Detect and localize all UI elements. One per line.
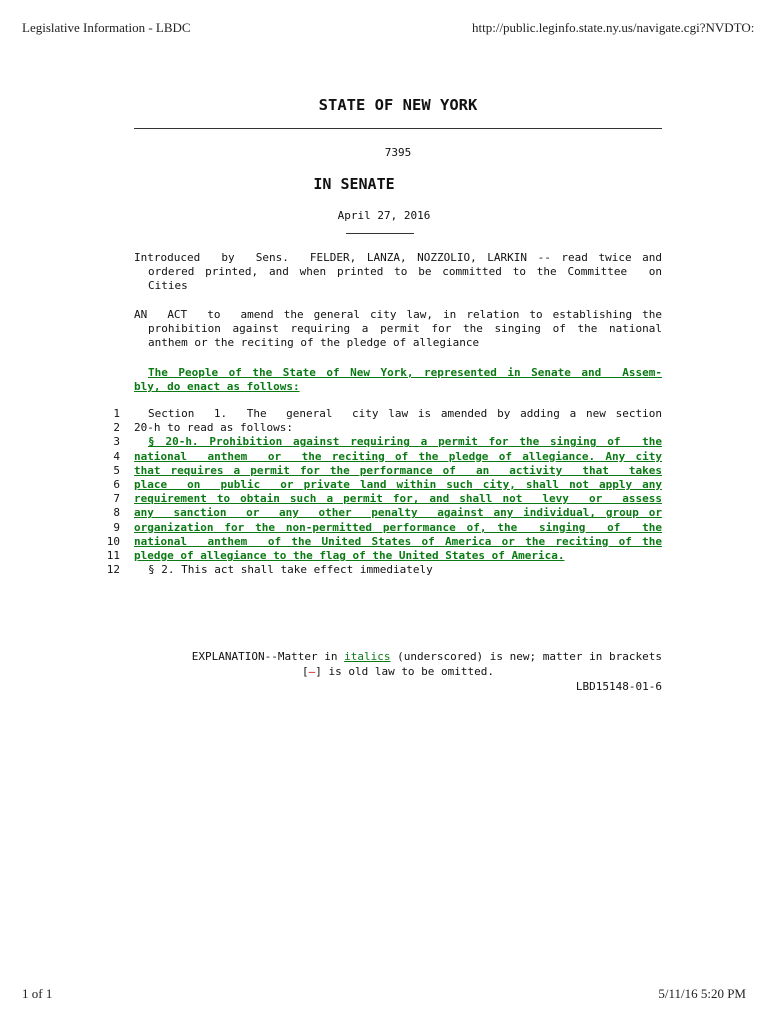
- line-number: 4: [113, 449, 120, 463]
- line-number: 5: [113, 463, 120, 477]
- act-line: anthem or the reciting of the pledge of allegiance: [148, 336, 480, 350]
- chamber-title: IN SENATE: [313, 175, 395, 193]
- line-number: 6: [113, 478, 120, 492]
- line-number: 12: [106, 563, 120, 577]
- page-count: 1 of 1: [22, 986, 53, 1001]
- state-title: STATE OF NEW YORK: [318, 96, 478, 114]
- line-number: 8: [113, 506, 120, 520]
- act-line: AN ACT to amend the general city law, in relation to establishing the: [134, 308, 662, 321]
- bill-code: LBD15148-01-6: [575, 680, 662, 693]
- bill-line: [100, 492, 662, 506]
- print-timestamp: 5/11/16 5:20 PM: [658, 986, 746, 1001]
- intro-line: Introduced by Sens. FELDER, LANZA, NOZZOLIO, LARKIN -- read twice and: [134, 251, 662, 264]
- line-text: Section 1. The general city law is amended by adding a new section: [148, 407, 662, 420]
- line-text: national anthem of the United States of America or the reciting of the: [134, 534, 662, 548]
- line-text: § 2. This act shall take effect immediately: [148, 563, 433, 577]
- line-number: 2: [113, 421, 120, 435]
- act-title-paragraph: [134, 308, 662, 351]
- bill-number: 7395: [384, 146, 412, 159]
- explanation-italics: italics: [344, 650, 391, 663]
- page-title: Legislative Information - LBDC: [22, 20, 191, 35]
- title-divider: [134, 128, 662, 129]
- line-number: 7: [113, 492, 120, 506]
- bill-line: [100, 435, 662, 449]
- explanation-text: EXPLANATION--Matter in: [191, 650, 345, 663]
- enacting-clause: [134, 366, 662, 394]
- line-text: organization for the non-permitted performance of, the singing of the: [134, 520, 662, 534]
- enact-line: The People of the State of New York, represented in Senate and Assem-: [148, 366, 662, 379]
- bill-body: [100, 407, 662, 577]
- bill-date: April 27, 2016: [337, 209, 431, 222]
- intro-line: Cities: [148, 279, 188, 293]
- line-text: requirement to obtain such a permit for, and shall not levy or assess: [134, 492, 662, 506]
- bill-line: [100, 549, 662, 563]
- explanation-note: [134, 650, 662, 679]
- bill-line: [100, 478, 662, 492]
- introduction-paragraph: [134, 251, 662, 294]
- act-line: prohibition against requiring a permit for the singing of the national: [148, 322, 662, 336]
- bill-line: [100, 421, 662, 435]
- explanation-text: (underscored) is new; matter in brackets: [390, 650, 662, 663]
- explanation-text: is old law to be omitted.: [321, 664, 495, 678]
- bill-line: [100, 450, 662, 464]
- bracket-open: [: [301, 664, 309, 678]
- line-number: 3: [113, 435, 120, 449]
- bracket-close: ]: [315, 664, 322, 678]
- enact-line: bly, do enact as follows:: [134, 380, 300, 394]
- line-number: 1: [113, 407, 120, 420]
- line-text: any sanction or any other penalty against any individual, group or: [134, 506, 662, 520]
- bill-line: [100, 407, 662, 421]
- line-number: 9: [113, 520, 120, 534]
- line-text: § 20-h. Prohibition against requiring a permit for the singing of the: [148, 435, 662, 449]
- bill-line: [100, 521, 662, 535]
- explanation-line-2: [134, 665, 662, 680]
- bill-line: [100, 535, 662, 549]
- bracket-mark: –: [308, 664, 316, 678]
- line-text: place on public or private land within such city, shall not apply any: [134, 478, 662, 492]
- bill-line: [100, 464, 662, 478]
- bill-line: [100, 506, 662, 520]
- page-url[interactable]: http://public.leginfo.state.ny.us/navigate.cgi?NVDTO:: [472, 20, 755, 35]
- line-text: that requires a permit for the performance of an activity that takes: [134, 463, 662, 477]
- line-text: national anthem or the reciting of the pledge of allegiance. Any city: [134, 449, 662, 463]
- bill-line: [100, 563, 662, 577]
- line-number: 11: [106, 549, 120, 563]
- line-number: 10: [106, 534, 120, 548]
- line-text: pledge of allegiance to the flag of the United States of America.: [134, 549, 565, 563]
- intro-line: ordered printed, and when printed to be committed to the Committee on: [148, 265, 662, 279]
- date-divider: [346, 233, 414, 234]
- line-text: 20-h to read as follows:: [134, 421, 293, 435]
